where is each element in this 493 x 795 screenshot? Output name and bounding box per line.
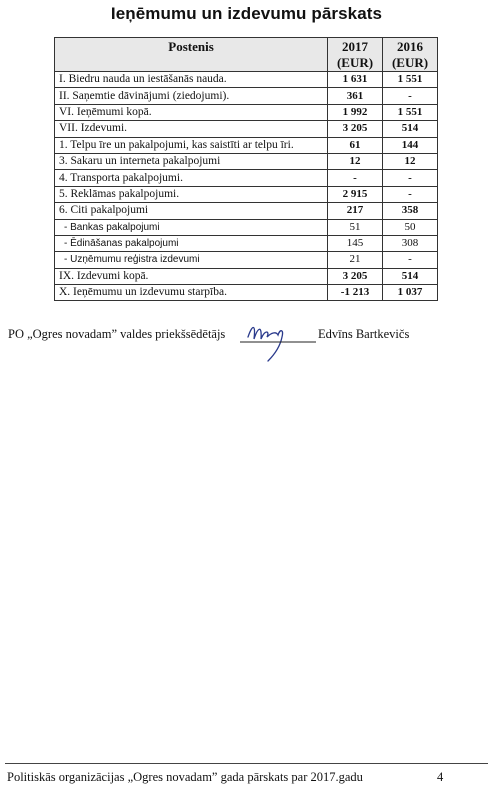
row-value-2017: 1 631 [328,72,383,88]
header-2017-unit: (EUR) [336,55,374,70]
row-item: X. Ieņēmumu un izdevumu starpība. [55,285,328,301]
subrow-value-2016: 50 [383,219,438,235]
row-item: II. Saņemtie dāvinājumi (ziedojumi). [55,88,328,104]
row-item: 4. Transporta pakalpojumi. [55,170,328,186]
subrow-value-2016: 308 [383,235,438,251]
row-item: 1. Telpu īre un pakalpojumi, kas saistīti ar telpu īri. [55,137,328,153]
table-subrow [55,235,438,251]
header-2016 [383,38,438,72]
row-item: 3. Sakaru un interneta pakalpojumi [55,153,328,169]
row-value-2016: 1 551 [383,72,438,88]
subrow-value-2017: 51 [328,219,383,235]
table-row [55,170,438,186]
page-number: 4 [437,770,444,784]
header-2017-year: 2017 [342,39,368,54]
header-item: Postenis [55,38,328,72]
table-row [55,268,438,284]
table-row [55,137,438,153]
row-value-2017: 3 205 [328,121,383,137]
row-value-2017: 61 [328,137,383,153]
row-value-2017: 12 [328,153,383,169]
subrow-value-2016: - [383,252,438,268]
row-value-2016: 514 [383,268,438,284]
page-title: Ieņēmumu un izdevumu pārskats [110,4,383,23]
row-item: I. Biedru nauda un iestāšanās nauda. [55,72,328,88]
signature-block [8,323,488,353]
row-item: 5. Reklāmas pakalpojumi. [55,186,328,202]
signatory-title: PO „Ogres novadam” valdes priekšsēdētājs [8,327,226,341]
income-expense-table [54,37,438,301]
row-value-2016: 144 [383,137,438,153]
row-value-2016: 1 551 [383,104,438,120]
row-value-2016: 514 [383,121,438,137]
row-value-2016: 12 [383,153,438,169]
page-footer [5,763,488,784]
row-value-2017: 217 [328,203,383,219]
handwritten-signature [234,315,324,365]
subrow-item: - Uzņēmumu reģistra izdevumi [55,252,328,268]
row-value-2017: 3 205 [328,268,383,284]
row-item: VII. Izdevumi. [55,121,328,137]
subrow-item: - Bankas pakalpojumi [55,219,328,235]
row-value-2016: - [383,88,438,104]
table-row [55,153,438,169]
table-row [55,203,438,219]
header-2017 [328,38,383,72]
row-item: 6. Citi pakalpojumi [55,203,328,219]
row-value-2016: 1 037 [383,285,438,301]
subrow-value-2017: 21 [328,252,383,268]
footer-text: Politiskās organizācijas „Ogres novadam” gada pārskats par 2017.gadu [7,770,363,784]
table-row [55,186,438,202]
signatory-name: Edvīns Bartkevičs [318,327,410,341]
table-row [55,121,438,137]
row-value-2016: - [383,186,438,202]
row-value-2017: -1 213 [328,285,383,301]
table-subrow [55,219,438,235]
row-value-2017: 1 992 [328,104,383,120]
table-row [55,72,438,88]
subrow-item: - Ēdināšanas pakalpojumi [55,235,328,251]
row-value-2017: 2 915 [328,186,383,202]
row-value-2017: 361 [328,88,383,104]
table-subrow [55,252,438,268]
row-value-2017: - [328,170,383,186]
row-item: IX. Izdevumi kopā. [55,268,328,284]
header-2016-year: 2016 [397,39,423,54]
row-value-2016: 358 [383,203,438,219]
row-item: VI. Ieņēmumi kopā. [55,104,328,120]
table-row [55,104,438,120]
row-value-2016: - [383,170,438,186]
header-2016-unit: (EUR) [391,55,429,70]
table-row [55,285,438,301]
table-row [55,88,438,104]
subrow-value-2017: 145 [328,235,383,251]
table-header-row [55,38,438,72]
